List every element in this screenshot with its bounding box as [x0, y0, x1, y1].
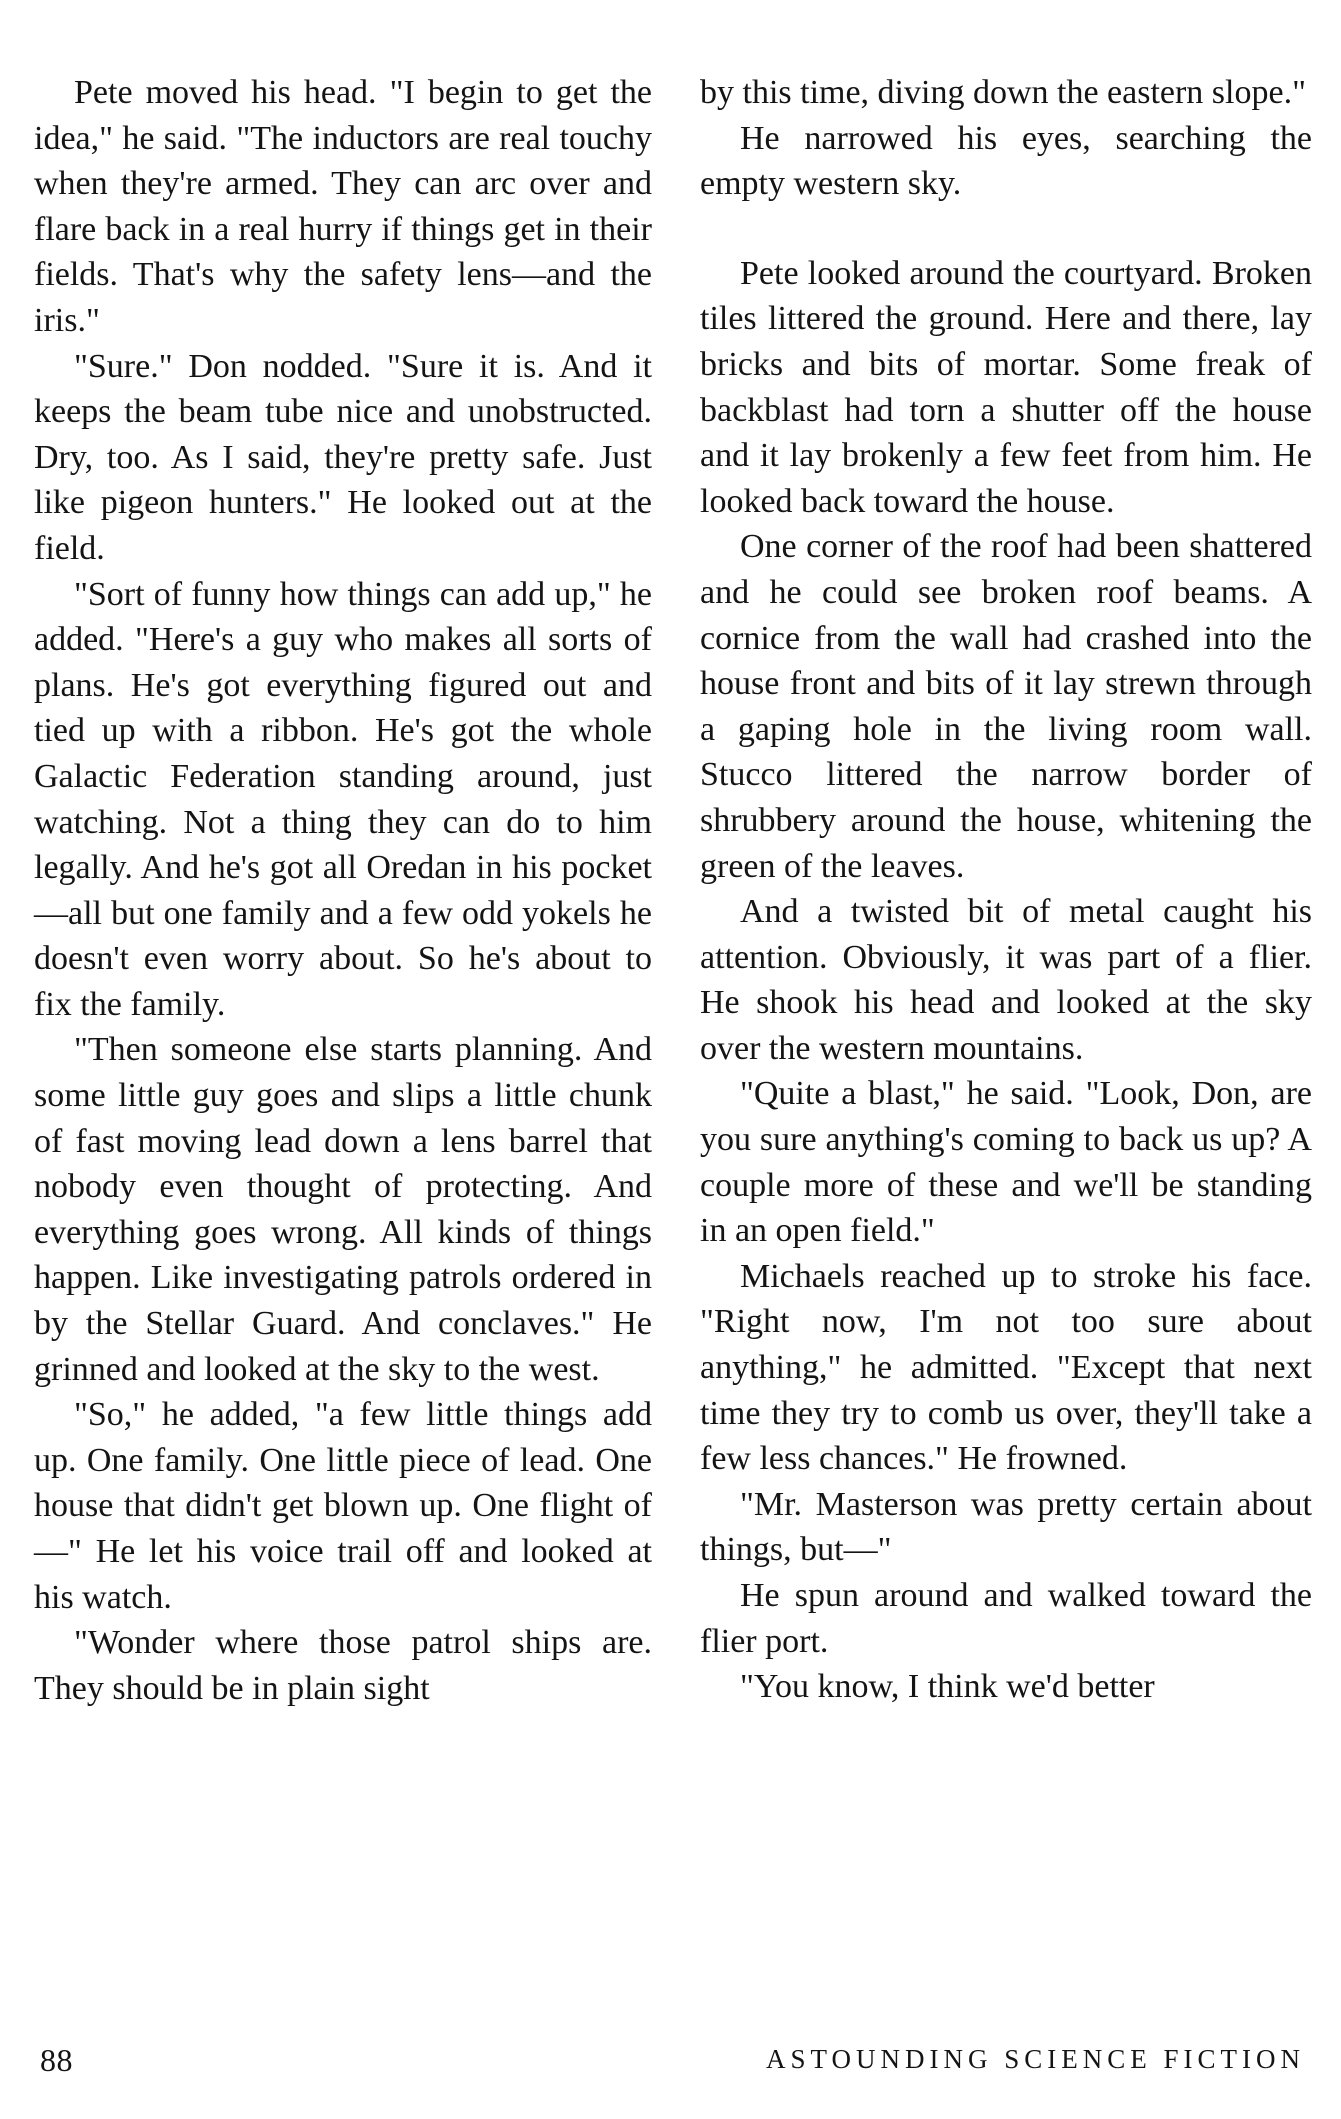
paragraph: "Sure." Don nodded. "Sure it is. And it keeps the beam tube nice and unobstructed. Dry, too. As I said, they're pretty safe. Just like pigeon hunters." He looked out at the field. [34, 347, 652, 567]
paragraph: He spun around and walked toward the flier port. [700, 1577, 1312, 1660]
paragraph: "Then someone else starts planning. And some little guy goes and slips a little chunk of fast moving lead down a lens barrel that nobody even thought of protecting. And everything goes wrong. All kinds of things happen. Like investigating patrols ordered in by the Stellar Guard. And conclaves." He grinned and looked at the sky to the west. [34, 1031, 652, 1388]
paragraph: "Mr. Masterson was pretty certain about things, but—" [700, 1485, 1312, 1569]
paragraph: Michaels reached up to stroke his face. "Right now, I'm not too sure about anything," he admitted. "Except that next time they try to comb us over, they'll take a few less chances." He frowned. [700, 1257, 1312, 1478]
paragraph: He narrowed his eyes, searching the empty western sky. [700, 119, 1312, 203]
left-column [34, 70, 652, 1711]
paragraph: One corner of the roof had been shattered and he could see broken roof beams. A cornice from the wall had crashed into the house front and bits of it lay strewn through a gaping hole in the living room wall. Stucco littered the narrow border of shrubbery around the house, whitening the green of the leaves. [700, 528, 1312, 885]
paragraph: "Sort of funny how things can add up," he added. "Here's a guy who makes all sorts of plans. He's got everything figured out and tied up with a ribbon. He's got the whole Galactic Federation standing around, just watching. Not a thing they can do to him legally. And he's got all Oredan in his pocket—all but one family and a few odd yokels he doesn't even worry about. So he's about to fix the family. [34, 575, 652, 1023]
running-footer-title: ASTOUNDING SCIENCE FICTION [765, 2044, 1305, 2074]
paragraph: "So," he added, "a few little things add up. One family. One little piece of lead. One house that didn't get blown up. One flight of—" He let his voice trail off and looked at his watch. [34, 1396, 652, 1616]
paragraph: "Wonder where those patrol ships are. They should be in plain sight [34, 1624, 652, 1707]
paragraph: And a twisted bit of metal caught his attention. Obviously, it was part of a flier. He shook his head and looked at the sky over the western mountains. [700, 893, 1312, 1067]
paragraph: "Quite a blast," he said. "Look, Don, are you sure anything's coming to back us up? A couple more of these and we'll be standing in an open field." [700, 1075, 1312, 1250]
section-break [700, 207, 1312, 251]
paragraph: Pete looked around the courtyard. Broken tiles littered the ground. Here and there, lay bricks and bits of mortar. Some freak of backblast had torn a shutter off the house and it lay brokenly a few feet from him. He looked back toward the house. [700, 254, 1312, 520]
paragraph-continuation: by this time, diving down the eastern slope." [700, 74, 1306, 111]
paragraph: Pete moved his head. "I begin to get the idea," he said. "The inductors are real touchy when they're armed. They can arc over and flare back in a real hurry if things get in their fields. That's why the safety lens—and the iris." [34, 74, 652, 339]
right-column [700, 70, 1312, 1710]
page-number: 88 [40, 2042, 73, 2078]
paragraph: "You know, I think we'd better [740, 1668, 1155, 1706]
